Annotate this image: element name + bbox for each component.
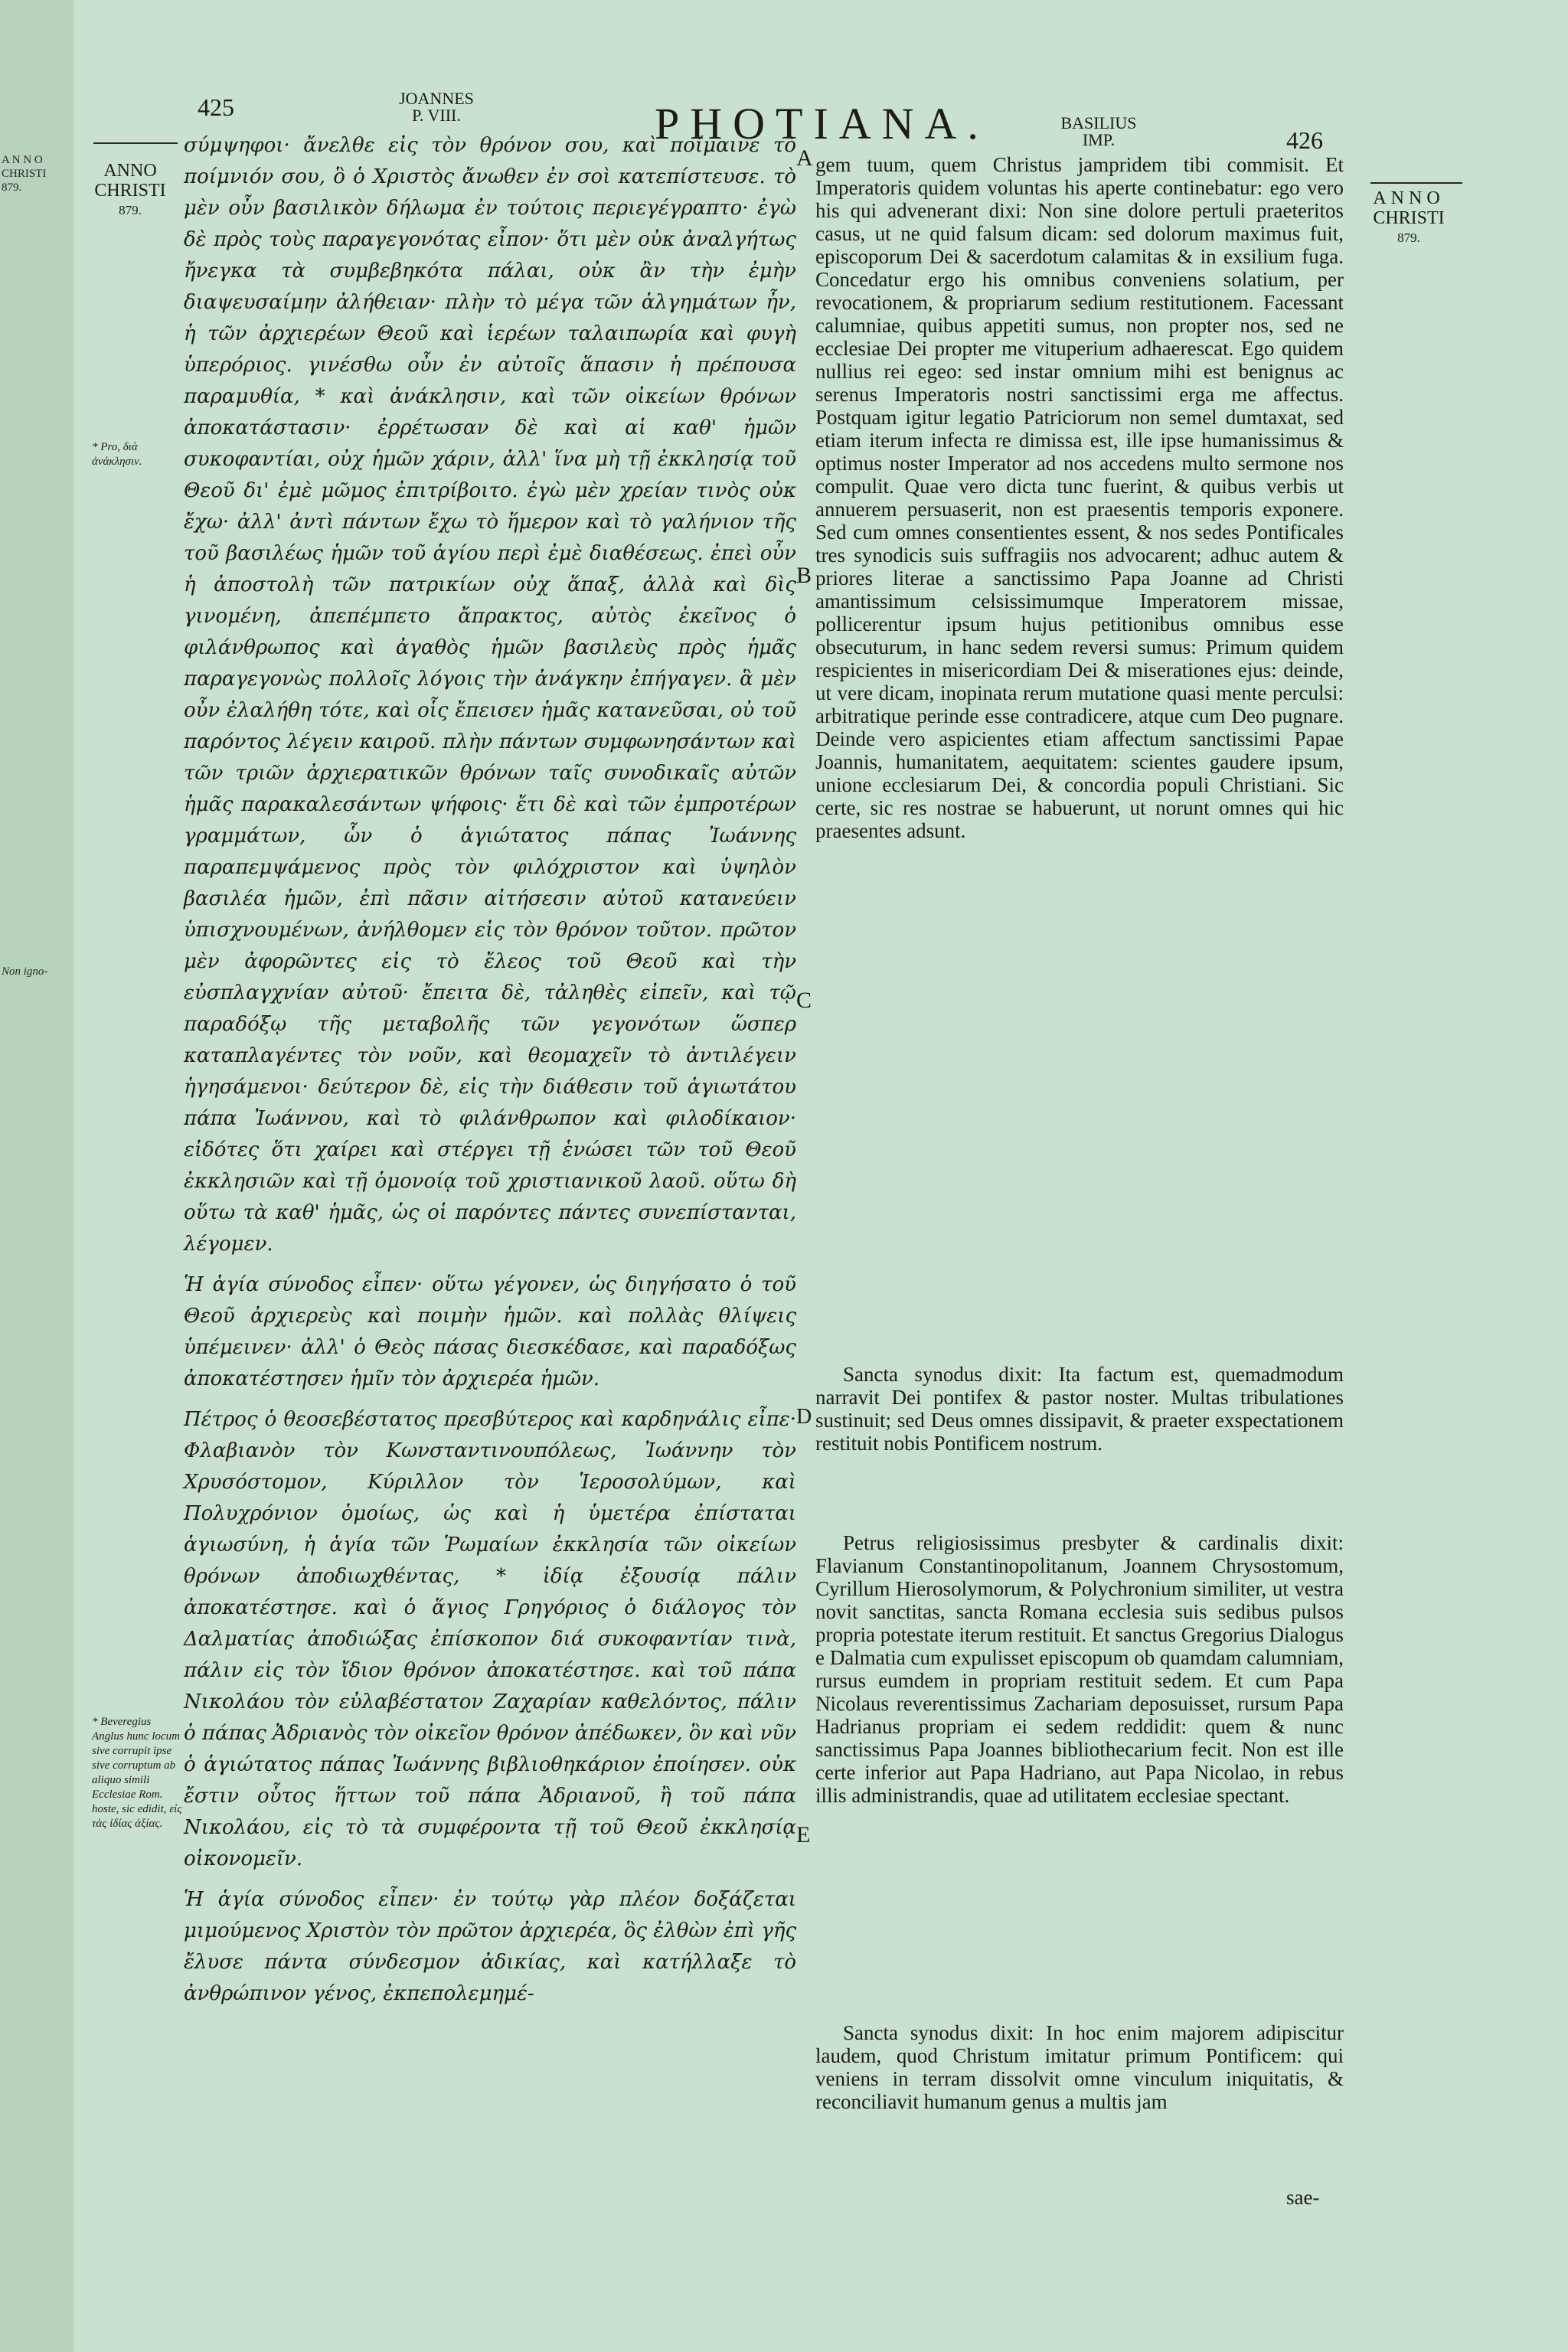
running-head-left-line1: JOANNES — [399, 89, 474, 108]
latin-column-2 — [815, 1363, 1344, 1455]
running-head-left-line2: P. VIII. — [412, 106, 461, 125]
latin-paragraph: Sancta synodus dixit: Ita factum est, quemadmodum narravit Dei pontifex & pastor noster. Multas tribulationes sustinuit; sed Deus omnes dissipavit, & praeter exspectationem restituit nobis Pontificem nostrum. — [815, 1363, 1344, 1455]
anno-right-1: ANNO — [1373, 188, 1445, 208]
section-marker-c: C — [796, 988, 812, 1013]
running-head-right — [1049, 115, 1148, 149]
rule-left — [93, 142, 178, 144]
section-marker-a: A — [796, 145, 813, 171]
greek-paragraph: Πέτρος ὁ θεοσεβέστατος πρεσβύτερος καὶ καρδηνάλις εἶπε· Φλαβιανὸν τὸν Κωνσταντινουπόλεως, Ἰωάννην τὸν Χρυσόστομον, Κύριλλον τὸν Ἱεροσολύμων, καὶ Πολυχρόνιον ὁμοίως, ὡς καὶ ἡ ὑμετέρα ἐπίσταται ἁγιωσύνη, ἡ ἁγία τῶν Ῥωμαίων ἐκκλησία τῶν οἰκείων θρόνων ἀποδιωχθέντας, * ἰδίᾳ ἐξουσίᾳ πάλιν ἀποκατέστησε. καὶ ὁ ἅγιος Γρηγόριος ὁ διάλογος τὸν Δαλματίας ἀποδιώξας ἐπίσκοπον διά συκοφαντίαν τινὰ, πάλιν εἰς τὸν ἴδιον θρόνον ἀποκατέστησε. καὶ τοῦ πάπα Νικολάου τὸν εὐλαβέστατον Ζαχαρίαν καθελόντος, πάλιν ὁ πάπας Ἀδριανὸς τὸν οἰκεῖον θρόνον ἀπέδωκεν, ὃν καὶ νῦν ὁ ἁγιώτατος πάπας Ἰωάννης βιβλιοθηκάριον ἐποίησεν. οὐκ ἔστιν οὗτος ἥττων τοῦ πάπα Ἀδριανοῦ, ἢ τοῦ πάπα Νικολάου, εἰς τὸ τὰ συμφέροντα τῇ τοῦ Θεοῦ ἐκκλησίᾳ οἰκονομεῖν. — [184, 1408, 796, 1870]
anno-right — [1355, 188, 1462, 248]
greek-paragraph: Ἡ ἁγία σύνοδος εἶπεν· ἐν τούτῳ γὰρ πλέον δοξάζεται μιμούμενος Χριστὸν τὸν πρῶτον ἀρχιερέα, ὃς ἐλθὼν ἐπὶ γῆς ἔλυσε πάντα σύνδεσμον ἀδικίας, καὶ κατήλλαξε τὸ ἀνθρώπινον γένος, ἐκπεπολεμημέ- — [184, 1888, 796, 2005]
anno-right-3: 879. — [1397, 230, 1420, 245]
running-head-right-line2: IMP. — [1082, 130, 1116, 149]
page-number-right: 426 — [1286, 126, 1323, 154]
adjacent-page-note: Non igno- — [2, 965, 48, 978]
page-title: PHOTIANA. — [655, 99, 989, 149]
anno-left-1: ANNO — [103, 161, 157, 181]
greek-paragraph: σύμψηφοι· ἄνελθε εἰς τὸν θρόνον σου, καὶ ποίμαινε τὸ ποίμνιόν σου, ὃ ὁ Χριστὸς ἄνωθεν ἐν σοὶ κατεπίστευσε. τὸ μὲν οὖν βασιλικὸν δήλωμα ἐν τούτοις περιεγέγραπτο· ἐγὼ δὲ πρὸς τοὺς παραγεγονότας εἶπον· ὅτι μὲν οὐκ ἀναλγήτως ἤνεγκα τὰ συμβεβηκότα πάλαι, οὐκ ἂν τὴν ἐμὴν διαψευσαίμην ἀλήθειαν· πλὴν τὸ μέγα τῶν ἀλγημάτων ἦν, ἡ τῶν ἀρχιερέων Θεοῦ καὶ ἱερέων ταλαιπωρία καὶ φυγὴ ὑπερόριος. γινέσθω οὖν ἐν αὐτοῖς ἅπασιν ἡ πρέπουσα παραμυθία, * καὶ ἀνάκλησιν, καὶ τῶν οἰκείων θρόνων ἀποκατάστασιν· ἐρρέτωσαν δὲ καὶ αἱ καθ' ἡμῶν συκοφαντίαι, οὐχ ἡμῶν χάριν, ἀλλ' ἵνα μὴ τῇ ἐκκλησίᾳ τοῦ Θεοῦ δι' ἐμὲ μῶμος ἐπιτρίβοιτο. ἐγὼ μὲν χρείαν τινὸς οὐκ ἔχω· ἀλλ' ἀντὶ πάντων ἔχω τὸ ἥμερον καὶ τὸ γαλήνιον τῆς τοῦ βασιλέως ἡμῶν τοῦ ἁγίου περὶ ἐμὲ διαθέσεως. ἐπεὶ οὖν ἡ ἀποστολὴ τῶν πατρικίων οὐχ ἅπαξ, ἀλλὰ καὶ δὶς γινομένη, ἀπεπέμπετο ἄπρακτος, αὐτὸς ἐκεῖνος ὁ φιλάνθρωπος καὶ ἀγαθὸς ἡμῶν βασιλεὺς πρὸς ἡμᾶς παραγεγονὼς πολλοῖς λόγοις τὴν ἀνάγκην ἐπήγαγεν. ἃ μὲν οὖν ἐλαλήθη τότε, καὶ οἷς ἔπεισεν ἡμᾶς κατανεῦσαι, οὐ τοῦ παρόντος λέγειν καιροῦ. πλὴν πάντων συμφωνησάντων καὶ τῶν τριῶν ἀρχιερατικῶν θρόνων ταῖς συνοδικαῖς αὐτῶν ἡμᾶς παρακαλεσάντων ψήφοις· ἔτι δὲ καὶ τῶν ἐμπροτέρων γραμμάτων, ὧν ὁ ἁγιώτατος πάπας Ἰωάννης παραπεμψάμενος πρὸς τὸν φιλόχριστον καὶ ὑψηλὸν βασιλέα ἡμῶν, ἐπὶ πᾶσιν αἰτήσεσιν αὐτοῦ κατανεύειν ὑπισχνουμένων, ἀνήλθομεν εἰς τὸν θρόνον τοῦτον. πρῶτον μὲν ἀφορῶντες εἰς τὸ ἔλεος τοῦ Θεοῦ καὶ τὴν εὐσπλαγχνίαν αὐτοῦ· ἔπειτα δὲ, τἀληθὲς εἰπεῖν, καὶ τῷ παραδόξῳ τῆς μεταβολῆς τῶν γεγονότων ὥσπερ καταπλαγέντες τὸν νοῦν, καὶ θεομαχεῖν τὸ ἀντιλέγειν ἡγησάμενοι· δεύτερον δὲ, εἰς τὴν διάθεσιν τοῦ ἁγιωτάτου πάπα Ἰωάννου, καὶ τὸ φιλάνθρωπον καὶ φιλοδίκαιον· εἰδότες ὅτι χαίρει καὶ στέργει τῇ ἑνώσει τῶν τοῦ Θεοῦ ἐκκλησιῶν καὶ τῇ ὁμονοίᾳ τοῦ χριστιανικοῦ λαοῦ. οὕτω δὴ οὕτω τὰ καθ' ἡμᾶς, ὡς οἱ παρόντες πάντες συνεπίστανται, λέγομεν. — [184, 134, 796, 1256]
anno-right-2: CHRISTI — [1373, 208, 1445, 228]
section-marker-e: E — [796, 1822, 811, 1847]
anno-left-2: CHRISTI — [94, 181, 166, 201]
catchword: sae- — [1286, 2186, 1320, 2209]
anno-left — [88, 161, 172, 220]
page-number-left: 425 — [198, 93, 234, 121]
greek-paragraph: Ἡ ἁγία σύνοδος εἶπεν· οὕτω γέγονεν, ὡς διηγήσατο ὁ τοῦ Θεοῦ ἀρχιερεὺς καὶ ποιμὴν ἡμῶν. καὶ πολλὰς θλίψεις ὑπέμεινεν· ἀλλ' ὁ Θεὸς πάσας διεσκέδασε, καὶ παραδόξως ἀποκατέστησεν ἡμῖν τὸν ἀρχιερέα ἡμῶν. — [184, 1273, 796, 1390]
latin-column-3 — [815, 1531, 1344, 1807]
latin-paragraph: Petrus religiosissimus presbyter & cardinalis dixit: Flavianum Constantinopolitanum, Joannem Chrysostomum, Cyrillum Hierosolymorum, & Polychronium similiter, ut vestra novit sanctitas, sancta Romana ecclesia suis sedibus pulsos propria potestate iterum restituit. Et sanctus Gregorius Dialogus e Dalmatia cum expulisset episcopum ob quamdam calumniam, rursus eumdem in propriam restituit sedem. Et cum Papa Nicolaus reverentissimus Zachariam deposuisset, rursum Papa Hadrianus propriam ei sedem reddidit: quem & nunc sanctissimus Papa Joannes bibliothecarium fecit. Non est ille certe inferior aut Papa Hadriano, aut Papa Nicolao, in rebus illis administrandis, quae ad utilitatem ecclesiae spectant. — [815, 1531, 1344, 1807]
running-head-right-line1: BASILIUS — [1060, 113, 1137, 132]
anno-left-3: 879. — [119, 203, 142, 217]
adjacent-page-strip — [0, 0, 74, 2352]
running-head-left — [383, 90, 490, 124]
greek-column — [184, 130, 796, 2010]
section-marker-d: D — [796, 1405, 812, 1429]
margin-note-1: * Pro, διὰ ἀνάκλησιν. — [92, 441, 142, 468]
margin-note-2: * Beveregius Anglus hunc locum sive corrupit ipse sive corruptum ab aliquo simili Ecclesiae Rom. hoste, sic edidit, εἰς τὰς ἰδίας ἀξίας. — [92, 1716, 182, 1830]
latin-paragraph: Sancta synodus dixit: In hoc enim majorem adipiscitur laudem, quod Christum imitatur primum Pontificem: qui veniens in terram dissolvit omne vinculum iniquitatis, & reconciliavit humanum genus a multis jam — [815, 2021, 1344, 2113]
section-marker-b: B — [796, 563, 812, 588]
adjacent-page-anno: A N N O CHRISTI 879. — [2, 154, 47, 194]
latin-column-4 — [815, 2021, 1344, 2113]
latin-column — [815, 153, 1344, 842]
rule-right — [1370, 182, 1462, 184]
latin-paragraph: gem tuum, quem Christus jampridem tibi commisit. Et Imperatoris quidem voluntas his aperte continebatur: ego vero his qui advenerant dixi: Non sine dolore pertuli praeteritos casus, ut ne quid falsum dicam: sed dolorum maximus fuit, episcoporum Dei & sacerdotum calamitas & in exsilium fuga. Concedatur ergo his omnibus conveniens solatium, per revocationem, & propriarum sedium restitutionem. Facessant calumniae, quibus appetiti sumus, non propter nos, sed ne ecclesiae Dei propter me vituperium adhaerescat. Ego quidem nullius rei egeo: sed instar omnium mihi est benignus ac serenus Imperatoris nostri sanctissimi erga me affectus. Postquam igitur legatio Patriciorum non semel dumtaxat, sed etiam iterum infecta re dimissa est, ille ipse humanissimus & optimus noster Imperator ad nos accedens multo sermone nos compulit. Quae vero dicta tunc fuerint, & quibus verbis ut annuerem persuaserit, non est praesentis temporis exponere. Sed cum omnes consentientes essent, & nos sedes Pontificales tres synodicis suis suffragiis nos advocarent; adhuc autem & priores literae a sanctissimo Papa Joanne ad Christi amantissimum celsissimumque Imperatorem missae, pollicerentur ipsum hujus petitionibus omnibus esse obsecuturum, in hanc sedem reversi sumus: Primum quidem respicientes in misericordiam Dei & miserationes ejus: deinde, ut vere dicam, inopinata rerum mutatione quasi mente perculsi: arbitratique perinde esse contradicere, atque cum Deo pugnare. Deinde vero aspicientes etiam affectum sanctissimi Papae Joannis, humanitatem, aequitatem: scientes gaudere ipsum, unione ecclesiarum Dei, & concordia populi Christiani. Sic certe, sic res nostrae se habuerunt, ut norunt omnes qui hic praesentes adsunt. — [815, 153, 1344, 842]
